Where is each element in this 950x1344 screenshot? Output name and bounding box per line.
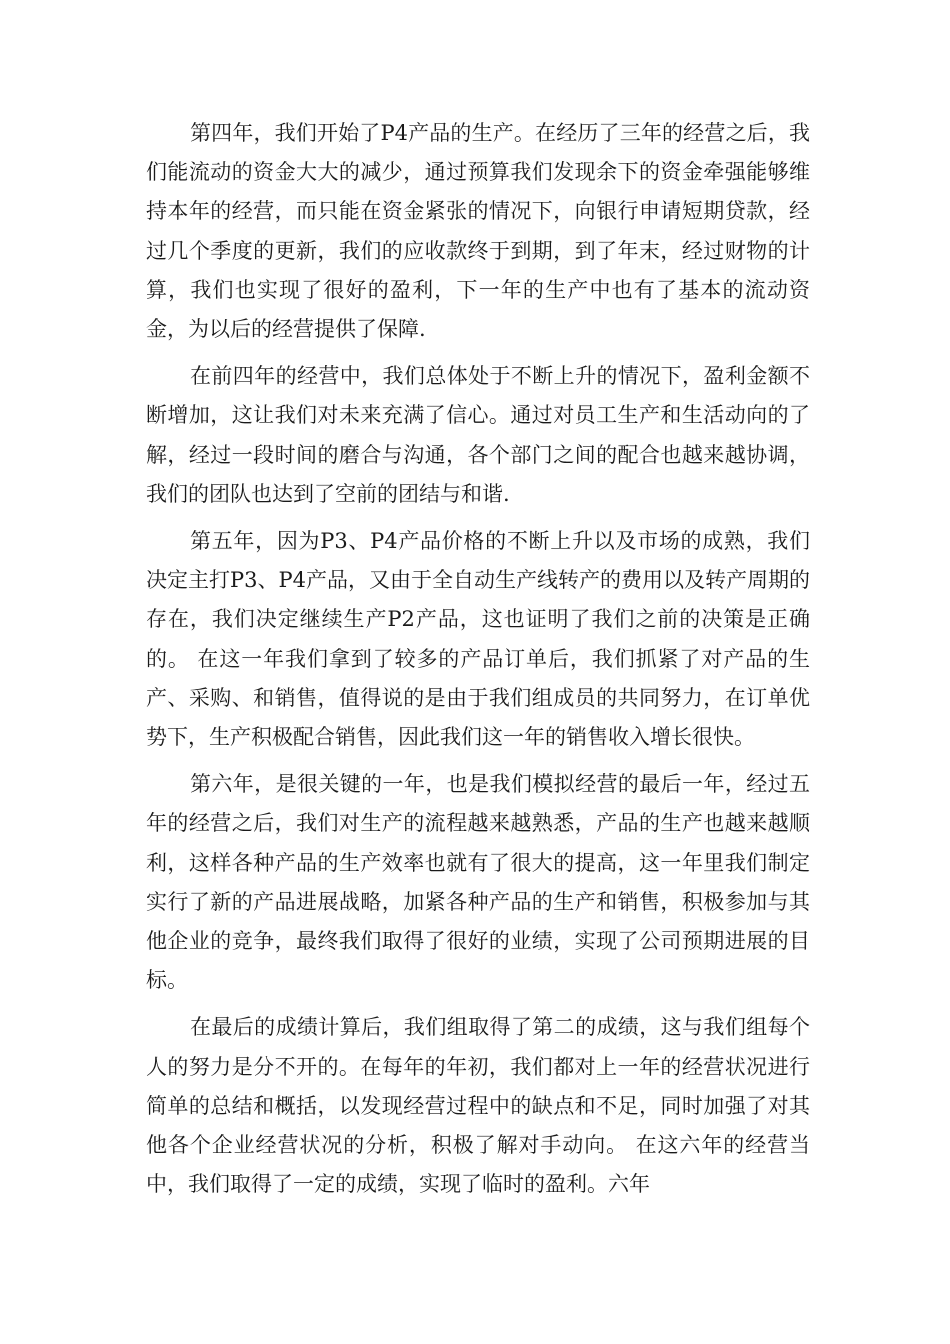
paragraph-year-six: 第六年，是很关键的一年，也是我们模拟经营的最后一年，经过五年的经营之后，我们对生产的流程越来越熟悉，产品的生产也越来越顺利，这样各种产品的生产效率也就有了很大的提高，这一年里我们制定实行了新的产品进展战略，加紧各种产品的生产和销售，积极参加与其他企业的竞争，最终我们取得了很好的业绩，实现了公司预期进展的目标。 — [146, 772, 810, 993]
paragraph-first-four-years: 在前四年的经营中，我们总体处于不断上升的情况下，盈利金额不断增加，这让我们对未来充满了信心。通过对员工生产和生活动向的了解，经过一段时间的磨合与沟通，各个部门之间的配合也越来越协调，我们的团队也达到了空前的团结与和谐. — [146, 364, 810, 506]
paragraph-year-five: 第五年，因为P3、P4产品价格的不断上升以及市场的成熟，我们决定主打P3、P4产品，又由于全自动生产线转产的费用以及转产周期的存在，我们决定继续生产P2产品，这也证明了我们之前的决策是正确的。 在这一年我们拿到了较多的产品订单后，我们抓紧了对产品的生产、采购、和销售，值得说的是由于我们组成员的共同努力，在订单优势下，生产积极配合销售，因此我们这一年的销售收入增长很快。 — [146, 529, 810, 750]
document-body — [146, 114, 810, 1212]
paragraph-final-results: 在最后的成绩计算后，我们组取得了第二的成绩，这与我们组每个人的努力是分不开的。在每年的年初，我们都对上一年的经营状况进行简单的总结和概括，以发现经营过程中的缺点和不足，同时加强了对其他各个企业经营状况的分析，积极了解对手动向。 在这六年的经营当中，我们取得了一定的成绩，实现了临时的盈利。六年 — [146, 1015, 810, 1197]
paragraph-year-four: 第四年，我们开始了P4产品的生产。在经历了三年的经营之后，我们能流动的资金大大的减少，通过预算我们发现余下的资金牵强能够维持本年的经营，而只能在资金紧张的情况下，向银行申请短期贷款，经过几个季度的更新，我们的应收款终于到期，到了年末，经过财物的计算，我们也实现了很好的盈利，下一年的生产中也有了基本的流动资金，为以后的经营提供了保障. — [146, 121, 810, 342]
